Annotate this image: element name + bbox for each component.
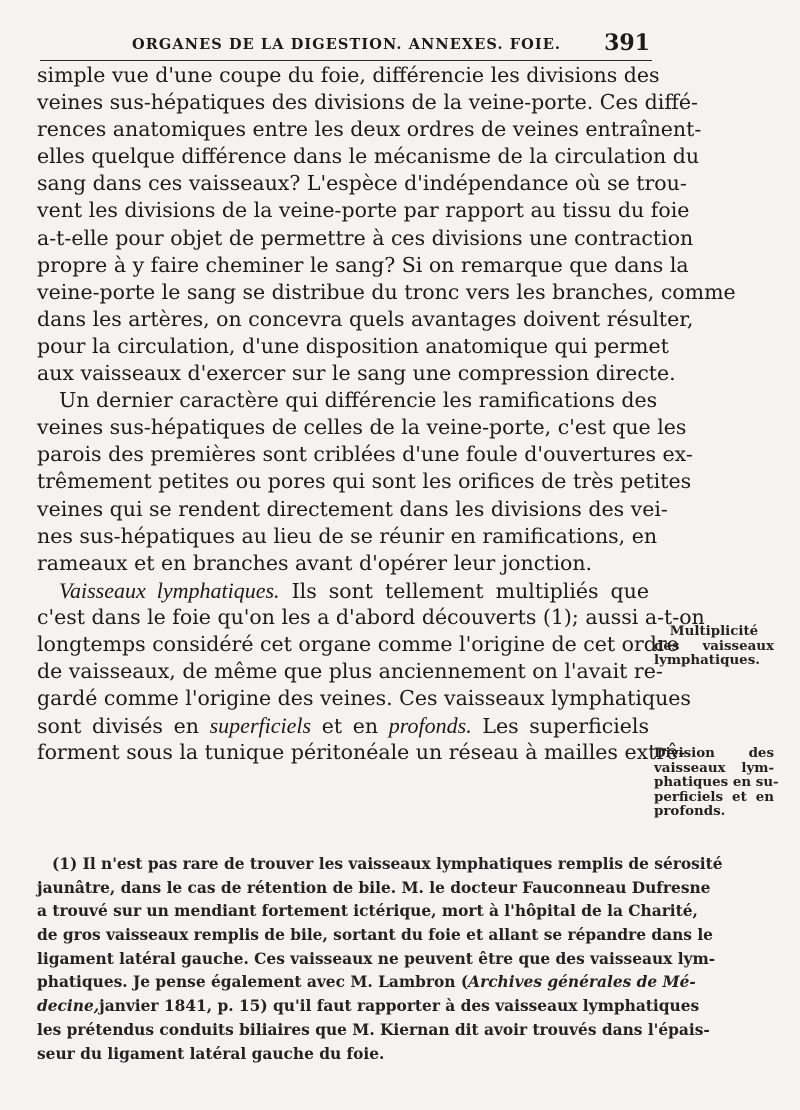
margin-note-line: vaisseaux lym- [654,759,774,776]
paragraph-lymph-start [37,577,649,604]
text-fragment: phatiques. Je pense également avec M. Lambron ( [37,973,469,992]
text-line: rameaux et en branches avant d'opérer leur jonction. [37,550,593,575]
text-line: parois des premières sont criblées d'une foule d'ouvertures ex- [37,442,693,467]
margin-note-line: perficiels et en [654,788,774,805]
margin-note-multiplicity [654,624,774,668]
text-line: veine-porte le sang se distribue du tronc vers les branches, comme [37,279,736,304]
text-line: gardé comme l'origine des veines. Ces vaisseaux lymphatiques [37,686,691,711]
text-fragment: Ils sont tellement multipliés que [291,578,649,603]
margin-note-line: lymphatiques. [654,652,760,668]
footnote-line: les prétendus conduits biliaires que M. Kiernan dit avoir trouvés dans l'épais- [37,1020,710,1039]
text-fragment: et en [321,714,379,739]
margin-note-line: Multiplicité [669,623,759,639]
footnote-line: a trouvé sur un mendiant fortement ictérique, mort à l'hôpital de la Charité, [37,902,698,921]
footnote-line: jaunâtre, dans le cas de rétention de bile. M. le docteur Fauconneau Dufresne [37,878,711,897]
footnote [37,853,723,1066]
section-lead: Vaisseaux lymphatiques. [59,577,280,603]
text-line: sang dans ces vaisseaux? L'espèce d'indépendance où se trou- [37,171,687,196]
text-line: veines qui se rendent directement dans les divisions des vei- [37,496,668,521]
text-line: a-t-elle pour objet de permettre à ces divisions une contraction [37,225,694,250]
text-fragment: Les superficiels [482,714,649,739]
term-deep: profonds. [388,713,472,739]
margin-note-line: phatiques en su- [654,774,779,790]
text-line: forment sous la tunique péritonéale un réseau à mailles extrê- [37,740,686,765]
footnote-line: ligament latéral gauche. Ces vaisseaux ne peuvent être que des vaisseaux lym- [37,949,716,968]
text-line: rences anatomiques entre les deux ordres de veines entraînent- [37,117,702,142]
page-number: 391 [604,30,650,56]
text-line: propre à y faire cheminer le sang? Si on remarque que dans la [37,252,689,277]
margin-note-line: profonds. [654,803,726,819]
footnote-line: (1) Il n'est pas rare de trouver les vaisseaux lymphatiques remplis de sérosité [52,855,723,873]
text-line: elles quelque différence dans le mécanisme de la circulation du [37,144,700,169]
text-line-terms [37,712,649,739]
text-fragment: janvier 1841, p. 15) qu'il faut rapporter à des vaisseaux lymphatiques [99,997,700,1016]
text-line: veines sus-hépatiques des divisions de la veine-porte. Ces diffé- [37,90,698,115]
text-line: simple vue d'une coupe du foie, différencie les divisions des [37,63,660,87]
footnote-line: de gros vaisseaux remplis de bile, sortant du foie et allant se répandre dans le [37,926,713,945]
text-line: veines sus-hépatiques de celles de la veine-porte, c'est que les [37,415,687,440]
citation-title: decine, [37,997,100,1016]
text-line: aux vaisseaux d'exercer sur le sang une compression directe. [37,361,676,386]
footnote-line: seur du ligament latéral gauche du foie. [37,1044,385,1063]
text-line: pour la circulation, d'une disposition anatomique qui permet [37,333,669,358]
footnote-line [37,971,696,995]
running-head: ORGANES DE LA DIGESTION. ANNEXES. FOIE. [132,36,562,53]
text-fragment: sont divisés en [37,714,199,739]
term-superficial: superficiels [209,713,312,739]
text-line: Un dernier caractère qui différencie les ramifications des [59,388,658,413]
text-line: c'est dans le foie qu'on les a d'abord découverts (1); aussi a-t-on [37,604,705,629]
text-line: de vaisseaux, de même que plus anciennement on l'avait re- [37,659,663,684]
page-header [40,30,652,61]
margin-note-line: des vaisseaux [654,637,774,654]
text-line: vent les divisions de la veine-porte par rapport au tissu du foie [37,198,690,223]
text-line: trêmement petites ou pores qui sont les orifices de très petites [37,469,692,494]
footnote-line [37,995,700,1019]
text-line: nes sus-hépatiques au lieu de se réunir en ramifications, en [37,523,658,548]
text-line: dans les artères, on concevra quels avantages doivent résulter, [37,306,694,331]
margin-note-line: Division des [654,745,774,761]
margin-note-division [654,745,779,819]
text-line: longtemps considéré cet organe comme l'origine de cet ordre [37,631,679,656]
citation-title: Archives générales de Mé- [468,973,696,992]
